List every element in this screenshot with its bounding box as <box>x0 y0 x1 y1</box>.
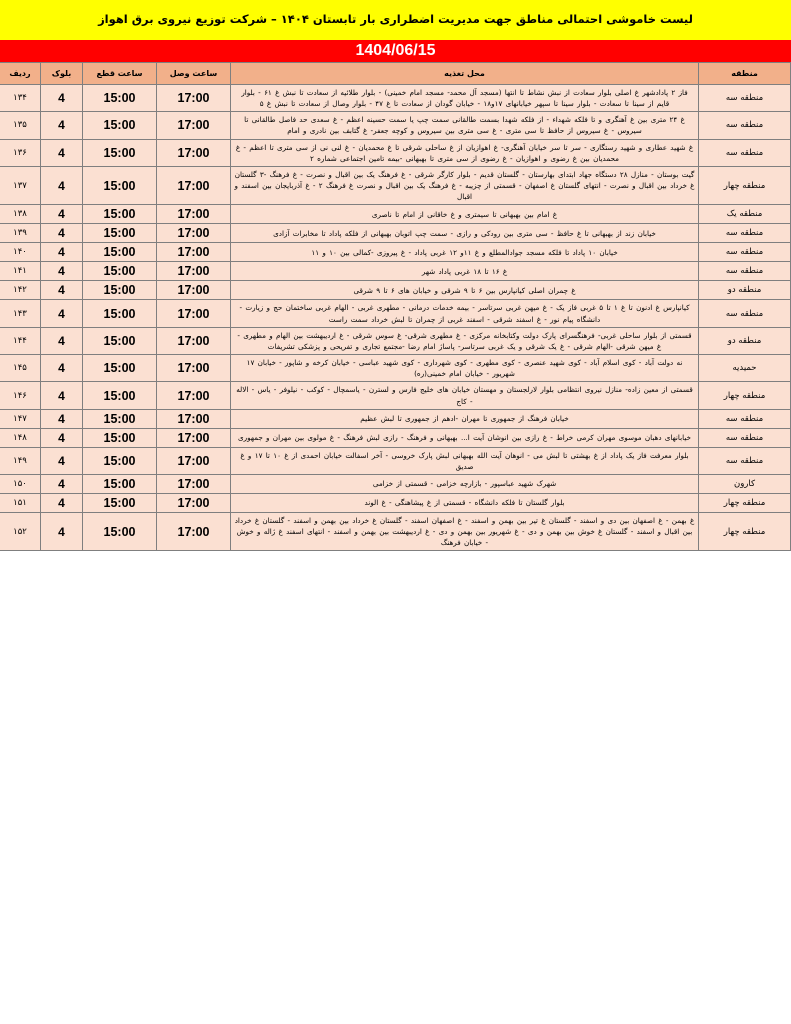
cell-row-number: ۱۳۵ <box>0 112 41 139</box>
table-header-row <box>0 63 791 85</box>
cell-block: 4 <box>41 327 83 354</box>
cell-row-number: ۱۴۸ <box>0 428 41 447</box>
schedule-date: 1404/06/15 <box>355 42 436 59</box>
table-body <box>0 85 791 551</box>
cell-row-number: ۱۵۱ <box>0 493 41 512</box>
cell-row-number: ۱۴۴ <box>0 327 41 354</box>
column-header-block: بلوک <box>41 63 83 85</box>
cell-row-number: ۱۵۰ <box>0 474 41 493</box>
cell-restore-time: 17:00 <box>157 382 231 409</box>
cell-cut-time: 15:00 <box>83 262 157 281</box>
cell-restore-time: 17:00 <box>157 474 231 493</box>
cell-row-number: ۱۴۶ <box>0 382 41 409</box>
column-header-region: منطقه <box>699 63 791 85</box>
cell-restore-time: 17:00 <box>157 355 231 382</box>
cell-region: منطقه چهار <box>699 512 791 550</box>
table-row <box>0 281 791 300</box>
cell-cut-time: 15:00 <box>83 139 157 166</box>
cell-row-number: ۱۳۶ <box>0 139 41 166</box>
cell-cut-time: 15:00 <box>83 85 157 112</box>
table-row <box>0 85 791 112</box>
cell-block: 4 <box>41 112 83 139</box>
cell-region: منطقه سه <box>699 428 791 447</box>
cell-restore-time: 17:00 <box>157 166 231 204</box>
table-row <box>0 300 791 327</box>
cell-block: 4 <box>41 382 83 409</box>
cell-region: منطقه سه <box>699 85 791 112</box>
cell-row-number: ۱۴۱ <box>0 262 41 281</box>
cell-cut-time: 15:00 <box>83 281 157 300</box>
cell-region: منطقه دو <box>699 281 791 300</box>
cell-cut-time: 15:00 <box>83 382 157 409</box>
cell-restore-time: 17:00 <box>157 327 231 354</box>
cell-row-number: ۱۴۷ <box>0 409 41 428</box>
cell-row-number: ۱۴۵ <box>0 355 41 382</box>
outage-table <box>0 62 791 551</box>
table-row <box>0 474 791 493</box>
cell-place: کیانپارس غ ادنون تا غ ۱ تا ۵ غربی فاز یک - غ میهن غربی سرتاسر - بیمه خدمات درمانی - مطهری غربی - الهام غربی ساختمان حج و زیارت - دانشگاه پیام نور - غ اسفند شرقی - اسفند غربی از چمران تا لبش خرداد سمت راست <box>231 300 699 327</box>
cell-cut-time: 15:00 <box>83 409 157 428</box>
cell-place: بلوار معرفت فاز یک پاداد از غ بهشتی تا لبش می - انوهان آیت الله بهبهانی لبش پارک خروسی - آخر اسفالت خیابان احمدی از غ ۱۰ تا ۱۷ و غ صدیق <box>231 447 699 474</box>
schedule-date-bar <box>0 40 791 62</box>
table-row <box>0 205 791 224</box>
table-header <box>0 63 791 85</box>
cell-region: منطقه سه <box>699 224 791 243</box>
cell-region: منطقه سه <box>699 409 791 428</box>
cell-cut-time: 15:00 <box>83 474 157 493</box>
table-row <box>0 327 791 354</box>
cell-block: 4 <box>41 281 83 300</box>
cell-restore-time: 17:00 <box>157 85 231 112</box>
cell-region: کارون <box>699 474 791 493</box>
cell-place: بلوار گلستان تا فلکه دانشگاه - قسمتی از غ پیشاهنگی - غ الوند <box>231 493 699 512</box>
cell-block: 4 <box>41 447 83 474</box>
page-title: لیست خاموشی احتمالی مناطق جهت مدیریت اضطراری بار تابستان ۱۴۰۴ – شرکت توزیع نیروی برق اهواز <box>98 12 693 27</box>
cell-row-number: ۱۳۷ <box>0 166 41 204</box>
cell-region: منطقه سه <box>699 300 791 327</box>
cell-restore-time: 17:00 <box>157 428 231 447</box>
table-row <box>0 224 791 243</box>
cell-restore-time: 17:00 <box>157 243 231 262</box>
cell-place: غ چمران اصلی کیانپارس بین ۶ تا ۹ شرقی و خیابان های ۶ تا ۹ شرقی <box>231 281 699 300</box>
table-row <box>0 139 791 166</box>
column-header-restore-time: ساعت وصل <box>157 63 231 85</box>
cell-place: غ بهمن - غ اصفهان بین دی و اسفند - گلستان غ تیر بین بهمن و اسفند - غ اصفهان اسفند - گلستان غ خرداد بین بهمن و اسفند - گلستان غ خرداد بین اقبال و اسفند - گلستان غ خوش بین بهمن و دی - غ شهریور بین بهمن و دی - غ اردیبهشت بین بهمن و اسفند - انتهای اسفند غ ژاله و خوش - خیابان فرهنگ <box>231 512 699 550</box>
cell-restore-time: 17:00 <box>157 493 231 512</box>
table-row <box>0 447 791 474</box>
cell-place: خیابانهای دهبان موسوی مهران کرمی خراط - غ رازی بین انوشان آیت ا... بهبهانی و فرهنگ - رازی لبش فرهنگ - غ مولوی بین مهران و جمهوری <box>231 428 699 447</box>
column-header-place: محل تغذیه <box>231 63 699 85</box>
cell-cut-time: 15:00 <box>83 205 157 224</box>
cell-cut-time: 15:00 <box>83 512 157 550</box>
cell-region: منطقه چهار <box>699 166 791 204</box>
cell-cut-time: 15:00 <box>83 327 157 354</box>
table-row <box>0 493 791 512</box>
table-row <box>0 166 791 204</box>
cell-row-number: ۱۴۳ <box>0 300 41 327</box>
cell-row-number: ۱۳۴ <box>0 85 41 112</box>
cell-restore-time: 17:00 <box>157 139 231 166</box>
cell-place: خیابان فرهنگ از جمهوری تا مهران -ادهم از جمهوری تا لبش عظیم <box>231 409 699 428</box>
cell-row-number: ۱۴۲ <box>0 281 41 300</box>
cell-region: منطقه دو <box>699 327 791 354</box>
cell-place: نه دولت آباد - کوی اسلام آباد - کوی شهید عنصری - کوی مطهری - کوی شهرداری - کوی شهید عباسی - خیابان کرخه و شاپور - خیابان ۱۷ شهریور - خیابان امام خمینی(ره) <box>231 355 699 382</box>
cell-region: منطقه چهار <box>699 382 791 409</box>
cell-region: منطقه سه <box>699 243 791 262</box>
cell-cut-time: 15:00 <box>83 300 157 327</box>
cell-restore-time: 17:00 <box>157 281 231 300</box>
cell-place: خیابان ۱۰ پاداد تا فلکه مسجد جوادالمطلع و غ ۱۱و ۱۲ غربی پاداد - غ پیروزی -کمالی بین ۱۰ و ۱۱ <box>231 243 699 262</box>
cell-cut-time: 15:00 <box>83 493 157 512</box>
cell-row-number: ۱۴۰ <box>0 243 41 262</box>
cell-region: منطقه سه <box>699 447 791 474</box>
cell-block: 4 <box>41 512 83 550</box>
cell-region: منطقه چهار <box>699 493 791 512</box>
cell-region: حمیدیه <box>699 355 791 382</box>
cell-block: 4 <box>41 493 83 512</box>
cell-restore-time: 17:00 <box>157 262 231 281</box>
cell-restore-time: 17:00 <box>157 224 231 243</box>
cell-row-number: ۱۵۲ <box>0 512 41 550</box>
cell-block: 4 <box>41 139 83 166</box>
cell-place: فاز ۲ پادادشهر غ اصلی بلوار سعادت از نبش نشاط تا انتها (مسجد آل محمد- مسجد امام خمینی) - بلوار طلائیه از سعادت تا نبش غ ۶۱ - بلوار قایم از سینا تا سعادت - بلوار سینا تا سپهر خیابانهای ۱۷و۱۸ - خیابان گودان از سعادت تا غ ۴۷ - بلوار وصال از سعادت تا نبش غ ۵ <box>231 85 699 112</box>
page-title-bar <box>0 0 791 40</box>
cell-row-number: ۱۳۹ <box>0 224 41 243</box>
cell-cut-time: 15:00 <box>83 224 157 243</box>
cell-block: 4 <box>41 409 83 428</box>
cell-block: 4 <box>41 205 83 224</box>
table-row <box>0 428 791 447</box>
column-header-cut-time: ساعت قطع <box>83 63 157 85</box>
cell-block: 4 <box>41 300 83 327</box>
cell-cut-time: 15:00 <box>83 243 157 262</box>
cell-block: 4 <box>41 474 83 493</box>
cell-place: شهرک شهید عباسپور - بازارچه خزامی - قسمتی از خزامی <box>231 474 699 493</box>
cell-row-number: ۱۳۸ <box>0 205 41 224</box>
cell-region: منطقه سه <box>699 112 791 139</box>
cell-restore-time: 17:00 <box>157 205 231 224</box>
table-row <box>0 112 791 139</box>
table-row <box>0 409 791 428</box>
cell-place: غ امام بین بهبهانی تا سیمتری و غ خاقانی از امام تا ناصری <box>231 205 699 224</box>
table-row <box>0 382 791 409</box>
table-row <box>0 355 791 382</box>
cell-block: 4 <box>41 428 83 447</box>
cell-place: قسمتی از بلوار ساحلی غربی- فرهنگسرای پارک دولت وکتابخانه مرکزی - غ مطهری شرقی- غ سوس شرقی - غ اردیبهشت بین الهام و مطهری - غ میهن شرقی -الهام شرقی - غ یک شرقی و یک غربی سرتاسر- پاساژ امام رضا -مجتمع تجاری و تفریحی و پزشکی تشریفات <box>231 327 699 354</box>
cell-cut-time: 15:00 <box>83 112 157 139</box>
column-header-row: ردیف <box>0 63 41 85</box>
cell-cut-time: 15:00 <box>83 355 157 382</box>
cell-region: منطقه یک <box>699 205 791 224</box>
cell-block: 4 <box>41 166 83 204</box>
cell-region: منطقه سه <box>699 262 791 281</box>
cell-restore-time: 17:00 <box>157 512 231 550</box>
cell-place: گیت بوستان - منازل ۲۸ دستگاه جهاد ابتدای بهارستان - گلستان قدیم - بلوار کارگر شرقی - غ فرهنگ یک بین اقبال و نصرت - غ فرهنگ -۳ گلستان غ خرداد بین اقبال و نصرت - انتهای گلستان غ اصفهان - قسمتی از چزیبه - غ فرهنگ یک بین اقبال و نصرت غ فرهنگ ۲ - غ آذربایجان بین اسفند و اقبال <box>231 166 699 204</box>
cell-region: منطقه سه <box>699 139 791 166</box>
cell-block: 4 <box>41 85 83 112</box>
cell-restore-time: 17:00 <box>157 112 231 139</box>
cell-place: غ ۱۶ تا ۱۸ غربی پاداد شهر <box>231 262 699 281</box>
cell-restore-time: 17:00 <box>157 409 231 428</box>
cell-place: خیابان زند از بهبهانی تا غ حافظ - سی متری بین رودکی و رازی - سمت چپ اتوبان بهبهانی از فلکه پاداد تا مخابرات آزادی <box>231 224 699 243</box>
cell-place: غ شهید عطاری و شهید رستگاری - سر تا سر خیابان آهنگری- غ اهوازیان از غ ساحلی شرقی تا غ محمدیان - غ لنی نی از سی متری تا اعظم - غ محمدیان بین غ رضوی و اهوازیان - غ رضوی از سی متری تا بهبهانی -بیمه تامین اجتماعی شماره ۲ <box>231 139 699 166</box>
cell-restore-time: 17:00 <box>157 300 231 327</box>
cell-block: 4 <box>41 355 83 382</box>
cell-block: 4 <box>41 224 83 243</box>
table-row <box>0 512 791 550</box>
table-row <box>0 262 791 281</box>
cell-cut-time: 15:00 <box>83 447 157 474</box>
cell-place: غ ۲۴ متری بین غ آهنگری و تا فلکه شهداء - از فلکه شهدا بسمت طالقانی سمت چپ یا سمت حسینه اعظم - غ سعدی حد فاصل طالقانی تا سیروس - غ سیروس از حافظ تا سی متری - غ سی متری بین سیروس و کوچه جعفر- غ گتابف بین نادری و امام <box>231 112 699 139</box>
cell-block: 4 <box>41 262 83 281</box>
cell-restore-time: 17:00 <box>157 447 231 474</box>
cell-block: 4 <box>41 243 83 262</box>
cell-cut-time: 15:00 <box>83 166 157 204</box>
cell-place: قسمتی از معین زاده- منازل نیروی انتظامی بلوار لارلجستان و مهستان خیابان های خلیج فارس و لسترن - یاسمچال - کوکب - نیلوفر - یاس - الاله - کاج <box>231 382 699 409</box>
cell-row-number: ۱۴۹ <box>0 447 41 474</box>
table-row <box>0 243 791 262</box>
cell-cut-time: 15:00 <box>83 428 157 447</box>
